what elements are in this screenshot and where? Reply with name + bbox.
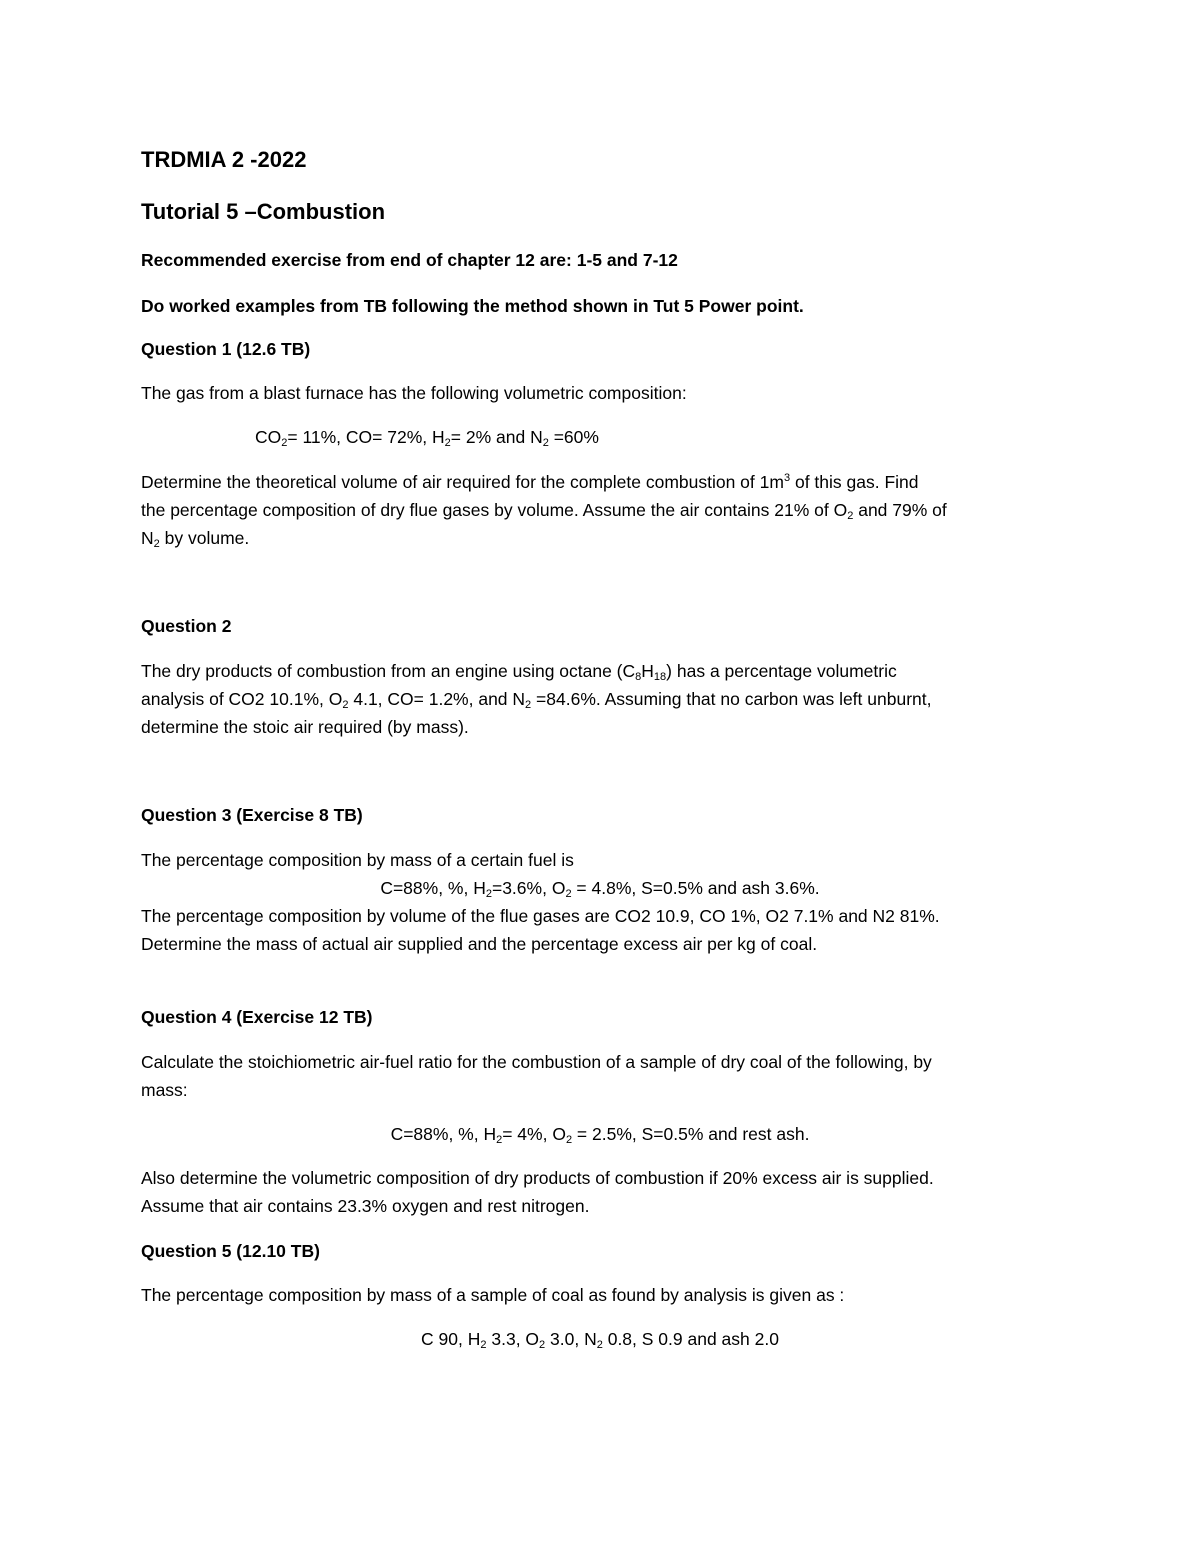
- question-4-text-line-3: Also determine the volumetric composition of dry products of combustion if 20% excess air is supplied.: [141, 1168, 934, 1188]
- question-5-text-line-1: The percentage composition by mass of a sample of coal as found by analysis is given as :: [141, 1285, 845, 1305]
- course-title: TRDMIA 2 -2022: [141, 147, 307, 172]
- question-4-text-line-2: mass:: [141, 1080, 188, 1100]
- question-4-text-line-1: Calculate the stoichiometric air-fuel ratio for the combustion of a sample of dry coal of the following, by: [141, 1052, 932, 1072]
- recommended-exercises: Recommended exercise from end of chapter 12 are: 1-5 and 7-12: [141, 250, 678, 270]
- question-1-composition: $CO_2= 11\%$, CO= 72%, $H_2= 2\%$ and $N_2 =60\%$: [255, 427, 599, 449]
- question-2-text-line-1: The dry products of combustion from an engine using octane $(C_8H_{18})$ has a percentage volumetric: [141, 661, 897, 683]
- question-2-text-line-2: analysis of CO2 10.1%, $O_2$ 4.1, CO= 1.2%, and $N_2 =84.6\%$. Assuming that no carbon was left unburnt,: [141, 689, 932, 711]
- question-3-title: Question 3 (Exercise 8 TB): [141, 805, 363, 825]
- question-4-title: Question 4 (Exercise 12 TB): [141, 1007, 373, 1027]
- question-1-text-line-3: $N_2$ by volume.: [141, 528, 250, 550]
- tutorial-title: Tutorial 5 –Combustion: [141, 199, 386, 224]
- question-2-text-line-3: determine the stoic air required (by mass).: [141, 717, 469, 737]
- question-2-title: Question 2: [141, 616, 232, 636]
- question-3-text-line-2: The percentage composition by volume of the flue gases are CO2 10.9, CO 1%, O2 7.1% and N2 81%.: [141, 906, 940, 926]
- question-4-composition: C=88%, %, $H_2= 4\%$, $O_2 = 2.5\%$, S=0.5% and rest ash.: [390, 1124, 810, 1146]
- question-5-composition: C 90, $H_2$ 3.3, $O_2$ 3.0, $N_2$ 0.8, S 0.9 and ash 2.0: [421, 1329, 779, 1351]
- question-5-title: Question 5 (12.10 TB): [141, 1241, 320, 1261]
- question-4-text-line-4: Assume that air contains 23.3% oxygen and rest nitrogen.: [141, 1196, 590, 1216]
- question-1-title: Question 1 (12.6 TB): [141, 339, 311, 359]
- question-1-text-line-1: Determine the theoretical volume of air required for the complete combustion of $1m^3$ of this gas. Find: [141, 472, 919, 492]
- question-3-text-line-1: The percentage composition by mass of a certain fuel is: [141, 850, 574, 870]
- question-3-text-line-3: Determine the mass of actual air supplied and the percentage excess air per kg of coal.: [141, 934, 818, 954]
- question-1-text-line-2: the percentage composition of dry flue gases by volume. Assume the air contains 21% of $O_2$ and 79% of: [141, 500, 947, 522]
- question-1-intro: The gas from a blast furnace has the following volumetric composition:: [141, 383, 687, 403]
- worked-examples-note: Do worked examples from TB following the method shown in Tut 5 Power point.: [141, 296, 804, 316]
- question-3-composition: C=88%, %, $H_2=3.6\%$, $O_2 = 4.8\%$, S=0.5% and ash 3.6%.: [380, 878, 820, 900]
